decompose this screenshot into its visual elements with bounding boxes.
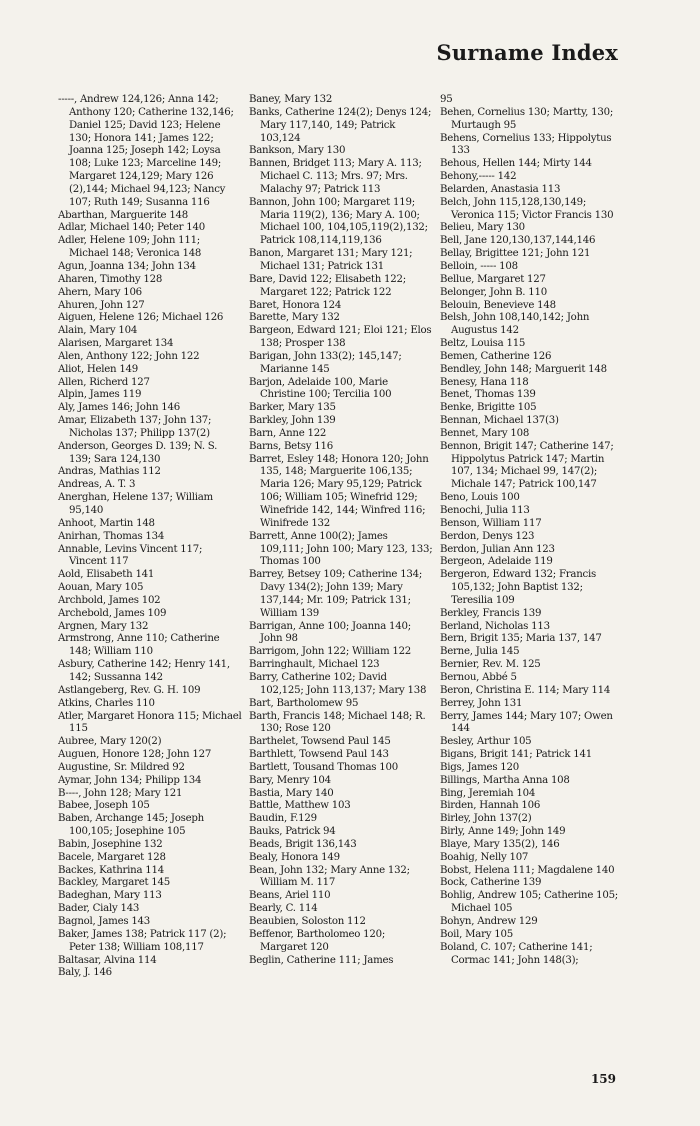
index-entry: Bobst, Helena 111; Magdalene 140 [440,864,615,876]
index-entry: Auguen, Honore 128; John 127 [58,749,212,761]
index-entry: Ahern, Mary 106 [58,286,142,298]
index-entry: Baudin, F.129 [249,813,317,825]
index-entry: Baben, Archange 145; Joseph 100,105; Josephine 105 [58,813,204,838]
index-entry: Argnen, Mary 132 [58,620,149,632]
index-entry: Beffenor, Bartholomeo 120; Margaret 120 [249,928,386,953]
index-entry: Boahig, Nelly 107 [440,851,529,863]
index-entry: Alpin, James 119 [58,389,142,401]
index-entry: Babin, Josephine 132 [58,838,163,850]
index-entry: Bannen, Bridget 113; Mary A. 113; Michael C. 113; Mrs. 97; Mrs. Malachy 97; Patrick 113 [249,158,422,195]
page-title: Surname Index [436,40,618,65]
index-entry: Beltz, Louisa 115 [440,338,526,350]
index-entry: Benson, William 117 [440,517,542,529]
index-entry: Bergeon, Adelaide 119 [440,556,553,568]
index-entry: Barker, Mary 135 [249,402,336,414]
index-columns [58,94,624,1074]
index-entry: Anirhan, Thomas 134 [58,530,165,542]
index-entry: Barth, Francis 148; Michael 148; R. 130; Rose 120 [249,710,426,735]
index-entry: Augustine, Sr. Mildred 92 [58,761,185,773]
index-entry: Aiguen, Helene 126; Michael 126 [58,312,224,324]
index-entry: Alarisen, Margaret 134 [58,338,174,350]
index-entry: Bader, Cialy 143 [58,903,140,915]
index-entry: Berrey, John 131 [440,697,523,709]
index-entry: Aly, James 146; John 146 [58,402,180,414]
index-entry: Bell, Jane 120,130,137,144,146 [440,235,596,247]
index-entry: Bearly, C. 114 [249,903,318,915]
index-entry: Benesy, Hana 118 [440,376,529,388]
index-entry: Bealy, Honora 149 [249,851,340,863]
index-entry: Beno, Louis 100 [440,492,520,504]
index-entry: Aouan, Mary 105 [58,582,144,594]
index-entry: Agun, Joanna 134; John 134 [58,260,196,272]
index-entry: Barigan, John 133(2); 145,147; Marianne 145 [249,350,402,375]
index-entry: Benochi, Julia 113 [440,505,530,516]
index-entry: Besley, Arthur 105 [440,736,532,748]
index-entry: Atler, Margaret Honora 115; Michael 115 [58,710,242,735]
index-column-1 [58,94,242,1074]
index-entry: Aubree, Mary 120(2) [58,736,162,748]
index-entry: Bankson, Mary 130 [249,145,346,157]
index-entry: Backley, Margaret 145 [58,877,170,889]
index-entry: Annable, Levins Vincent 117; Vincent 117 [58,543,203,568]
index-entry: Bern, Brigit 135; Maria 137, 147 [440,633,602,645]
index-entry: Berkley, Francis 139 [440,607,542,619]
index-entry: Bock, Catherine 139 [440,877,542,889]
index-entry: Baly, J. 146 [58,967,112,979]
index-entry: Behens, Cornelius 133; Hippolytus 133 [440,132,612,157]
index-entry: Belch, John 115,128,130,149; Veronica 115; Victor Francis 130 [440,196,614,221]
index-entry: Battle, Matthew 103 [249,800,351,812]
index-entry: Bannon, John 100; Margaret 119; Maria 119(2), 136; Mary A. 100; Michael 100, 104,105,119(2),132; Patrick 108,114,119,136 [249,196,428,247]
index-entry: Boland, C. 107; Catherine 141; Cormac 141; John 148(3); [440,941,593,966]
index-entry: Asbury, Catherine 142; Henry 141, 142; Sussanna 142 [58,659,230,683]
index-entry: Bellue, Margaret 127 [440,273,546,285]
index-entry: Barringhault, Michael 123 [249,659,380,671]
index-entry: Astlangeberg, Rev. G. H. 109 [58,684,201,696]
index-entry: Bagnol, James 143 [58,916,151,927]
index-entry: Adler, Helene 109; John 111; Michael 148; Veronica 148 [58,235,202,260]
index-entry: Bennon, Brigit 147; Catherine 147; Hippolytus Patrick 147; Martin 107, 134; Michael 99, 147(2); Michale 147; Patrick 100,147 [440,440,614,491]
index-entry: Berdon, Julian Ann 123 [440,543,555,555]
index-entry: Belieu, Mary 130 [440,222,525,234]
index-entry: Barthelet, Towsend Paul 145 [249,736,391,748]
index-entry: Barthlett, Towsend Paul 143 [249,749,389,761]
index-entry: Bigans, Brigit 141; Patrick 141 [440,749,592,761]
index-entry: Bart, Bartholomew 95 [249,697,359,709]
index-entry: Benke, Brigitte 105 [440,402,537,414]
index-entry: Birley, John 137(2) [440,813,532,825]
index-entry: Bastia, Mary 140 [249,787,334,799]
index-entry: Archebold, James 109 [58,607,167,619]
index-entry: Barjon, Adelaide 100, Marie Christine 100; Tercilia 100 [249,376,392,401]
index-entry: Anerghan, Helene 137; William 95,140 [58,492,213,516]
index-entry: Bary, Menry 104 [249,774,331,786]
index-entry: Beaubien, Soloston 112 [249,916,366,927]
index-entry: Bergeron, Edward 132; Francis 105,132; John Baptist 132; Teresilia 109 [440,569,596,606]
index-entry: Barrey, Betsey 109; Catherine 134; Davy 134(2); John 139; Mary 137,144; Mr. 109; Patrick 131; William 139 [249,569,423,619]
index-entry: Behen, Cornelius 130; Martty, 130; Murtaugh 95 [440,106,614,131]
index-entry: Bennet, Mary 108 [440,427,530,439]
index-entry: Bargeon, Edward 121; Eloi 121; Elos 138; Prosper 138 [249,325,432,350]
index-entry: Bauks, Patrick 94 [249,826,336,838]
index-entry: Amar, Elizabeth 137; John 137; Nicholas 137; Philipp 137(2) [58,415,212,439]
index-entry: Andreas, A. T. 3 [58,479,136,491]
index-entry: Bemen, Catherine 126 [440,350,552,362]
index-entry: Berland, Nicholas 113 [440,620,550,632]
index-entry: Aharen, Timothy 128 [58,273,163,285]
index-entry: Bing, Jeremiah 104 [440,787,536,799]
index-entry: Backes, Kathrina 114 [58,864,164,876]
index-entry: Birly, Anne 149; John 149 [440,826,566,838]
index-entry: Bennan, Michael 137(3) [440,415,559,427]
index-entry: Belsh, John 108,140,142; John Augustus 142 [440,312,590,337]
index-entry: Barkley, John 139 [249,415,336,427]
index-entry: Bellay, Brigittee 121; John 121 [440,248,591,260]
index-entry: Beron, Christina E. 114; Mary 114 [440,684,611,696]
index-entry: Banon, Margaret 131; Mary 121; Michael 131; Patrick 131 [249,248,413,272]
index-entry: Abarthan, Marguerite 148 [58,209,189,221]
index-entry: Beglin, Catherine 111; James [249,954,394,966]
index-entry: Bacele, Margaret 128 [58,851,166,863]
index-entry: Barrigom, John 122; William 122 [249,646,412,658]
index-entry: Benet, Thomas 139 [440,389,536,401]
index-entry: Banks, Catherine 124(2); Denys 124; Mary 117,140, 149; Patrick 103,124 [249,106,432,144]
index-entry: Baret, Honora 124 [249,299,342,311]
index-entry: Bigs, James 120 [440,761,519,773]
index-entry: Bohyn, Andrew 129 [440,916,538,927]
index-entry: Belouin, Benevieve 148 [440,299,556,311]
index-entry: Behony,----- 142 [440,171,517,183]
index-entry: Archbold, James 102 [58,594,161,606]
index-entry: Barrigan, Anne 100; Joanna 140; John 98 [249,620,411,645]
index-entry: Belloin, ----- 108 [440,260,518,272]
index-entry: Birden, Hannah 106 [440,800,541,812]
index-column-2 [249,94,433,1074]
index-entry: Bean, John 132; Mary Anne 132; William M. 117 [249,864,410,889]
index-entry: Blaye, Mary 135(2), 146 [440,838,560,850]
index-entry: B----, John 128; Mary 121 [58,787,183,799]
index-entry: Badeghan, Mary 113 [58,890,162,902]
index-entry: Billings, Martha Anna 108 [440,774,570,786]
page-number: 159 [590,1072,616,1086]
index-entry: Baker, James 138; Patrick 117 (2); Peter 138; William 108,117 [58,928,227,953]
index-entry: Berry, James 144; Mary 107; Owen 144 [440,710,613,735]
index-entry: Baltasar, Alvina 114 [58,954,157,966]
index-entry: Boil, Mary 105 [440,928,513,940]
index-entry: Bohlig, Andrew 105; Catherine 105; Michael 105 [440,890,618,915]
index-entry: Alen, Anthony 122; John 122 [58,350,200,362]
index-entry: Babee, Joseph 105 [58,800,150,812]
index-entry: Aliot, Helen 149 [58,363,139,375]
index-entry: Ahuren, John 127 [58,299,145,311]
index-entry: Behous, Hellen 144; Mirty 144 [440,158,592,170]
index-entry: Anderson, Georges D. 139; N. S. 139; Sara 124,130 [58,440,218,465]
index-entry: Barrett, Anne 100(2); James 109,111; John 100; Mary 123, 133; Thomas 100 [249,530,433,568]
index-entry: Baney, Mary 132 [249,94,333,105]
index-entry: Anhoot, Martin 148 [58,517,155,529]
index-entry: Alain, Mary 104 [58,325,138,337]
index-entry: Bare, David 122; Elisabeth 122; Margaret 122; Patrick 122 [249,273,406,298]
index-entry: Berdon, Denys 123 [440,530,535,542]
index-entry: -----, Andrew 124,126; Anna 142; Anthony 120; Catherine 132,146; Daniel 125; David 123; Helene 130; Honora 141; James 122; Joanna 125; Joseph 142; Loysa 108; Luke 123; Marceline 149; Margaret 124,129; Mary 126 (2),144; Michael 94,123; Nancy 107; Ruth 149; Susanna 116 [58,94,234,208]
index-entry: Aold, Elisabeth 141 [58,569,155,581]
index-entry: Barette, Mary 132 [249,312,340,324]
index-entry: Barry, Catherine 102; David 102,125; John 113,137; Mary 138 [249,671,427,696]
index-entry: Barret, Esley 148; Honora 120; John 135, 148; Marguerite 106,135; Maria 126; Mary 95,129; Patrick 106; William 105; Winefrid 129; Winefride 142, 144; Winfred 116; Winifrede 132 [249,453,429,529]
index-entry: Barn, Anne 122 [249,427,327,439]
index-entry: Bendley, John 148; Marguerit 148 [440,363,607,375]
index-entry: 95 [440,94,453,105]
index-entry: Bartlett, Tousand Thomas 100 [249,761,398,773]
index-entry: Beans, Ariel 110 [249,890,331,902]
index-entry: Berne, Julia 145 [440,646,520,658]
index-entry: Armstrong, Anne 110; Catherine 148; William 110 [58,633,220,658]
index-entry: Barns, Betsy 116 [249,440,333,452]
index-entry: Belarden, Anastasia 113 [440,183,561,195]
index-entry: Allen, Richerd 127 [58,376,150,388]
index-entry: Adlar, Michael 140; Peter 140 [58,222,205,234]
index-entry: Aymar, John 134; Philipp 134 [58,774,202,786]
index-entry: Atkins, Charles 110 [58,697,155,709]
index-entry: Beads, Brigit 136,143 [249,838,357,850]
index-entry: Belonger, John B. 110 [440,286,547,298]
index-entry: Andras, Mathias 112 [58,466,161,478]
index-column-3 [440,94,624,1074]
index-entry: Bernier, Rev. M. 125 [440,659,541,671]
index-entry: Bernou, Abbé 5 [440,671,517,683]
